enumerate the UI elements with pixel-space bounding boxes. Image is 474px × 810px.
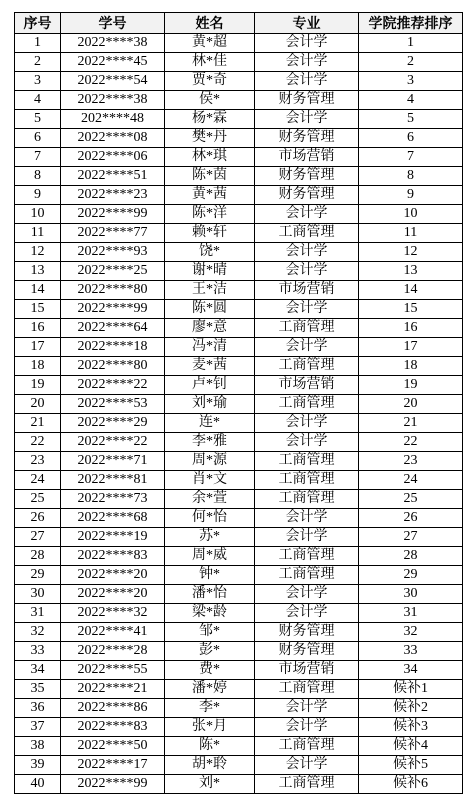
cell-rank[interactable]: 21 [359, 414, 463, 433]
cell-seq[interactable]: 32 [15, 623, 61, 642]
cell-rank[interactable]: 33 [359, 642, 463, 661]
cell-name[interactable]: 林*琪 [165, 148, 255, 167]
table-body [15, 34, 463, 794]
cell-rank[interactable]: 22 [359, 433, 463, 452]
cell-rank[interactable]: 13 [359, 262, 463, 281]
cell-major[interactable]: 会计学 [255, 53, 359, 72]
cell-major[interactable]: 工商管理 [255, 566, 359, 585]
cell-name[interactable]: 钟* [165, 566, 255, 585]
cell-student-id[interactable]: 2022****38 [61, 34, 165, 53]
cell-name[interactable]: 杨*霖 [165, 110, 255, 129]
cell-student-id[interactable]: 2022****80 [61, 281, 165, 300]
cell-major[interactable]: 工商管理 [255, 775, 359, 794]
cell-rank[interactable]: 17 [359, 338, 463, 357]
cell-seq[interactable]: 22 [15, 433, 61, 452]
cell-seq[interactable]: 4 [15, 91, 61, 110]
cell-seq[interactable]: 7 [15, 148, 61, 167]
table-row [15, 224, 463, 243]
cell-major[interactable]: 财务管理 [255, 129, 359, 148]
cell-seq[interactable]: 18 [15, 357, 61, 376]
cell-name[interactable]: 余*萱 [165, 490, 255, 509]
table-row [15, 34, 463, 53]
cell-major[interactable]: 市场营销 [255, 281, 359, 300]
cell-rank[interactable]: 25 [359, 490, 463, 509]
table-row [15, 699, 463, 718]
cell-seq[interactable]: 26 [15, 509, 61, 528]
cell-rank[interactable]: 1 [359, 34, 463, 53]
cell-name[interactable]: 樊*丹 [165, 129, 255, 148]
cell-rank[interactable]: 12 [359, 243, 463, 262]
cell-seq[interactable]: 5 [15, 110, 61, 129]
cell-seq[interactable]: 17 [15, 338, 61, 357]
table-row [15, 338, 463, 357]
recommendation-table [14, 12, 463, 794]
cell-name[interactable]: 王*洁 [165, 281, 255, 300]
table-row [15, 604, 463, 623]
cell-name[interactable]: 连* [165, 414, 255, 433]
table-row [15, 718, 463, 737]
cell-seq[interactable]: 8 [15, 167, 61, 186]
table-row [15, 376, 463, 395]
cell-name[interactable]: 冯*清 [165, 338, 255, 357]
cell-seq[interactable]: 35 [15, 680, 61, 699]
cell-major[interactable]: 工商管理 [255, 490, 359, 509]
cell-student-id[interactable]: 2022****22 [61, 433, 165, 452]
cell-major[interactable]: 会计学 [255, 528, 359, 547]
table-row [15, 148, 463, 167]
cell-seq[interactable]: 38 [15, 737, 61, 756]
cell-rank[interactable]: 20 [359, 395, 463, 414]
cell-major[interactable]: 工商管理 [255, 547, 359, 566]
cell-name[interactable]: 彭* [165, 642, 255, 661]
cell-seq[interactable]: 30 [15, 585, 61, 604]
cell-student-id[interactable]: 2022****54 [61, 72, 165, 91]
cell-seq[interactable]: 2 [15, 53, 61, 72]
cell-major[interactable]: 财务管理 [255, 91, 359, 110]
cell-seq[interactable]: 33 [15, 642, 61, 661]
cell-seq[interactable]: 16 [15, 319, 61, 338]
cell-name[interactable]: 潘*怡 [165, 585, 255, 604]
cell-student-id[interactable]: 2022****23 [61, 186, 165, 205]
cell-name[interactable]: 卢*钊 [165, 376, 255, 395]
table-row [15, 433, 463, 452]
cell-name[interactable]: 苏* [165, 528, 255, 547]
cell-major[interactable]: 市场营销 [255, 661, 359, 680]
cell-major[interactable]: 会计学 [255, 604, 359, 623]
cell-student-id[interactable]: 2022****20 [61, 566, 165, 585]
cell-rank[interactable]: 11 [359, 224, 463, 243]
cell-major[interactable]: 工商管理 [255, 737, 359, 756]
table-row [15, 680, 463, 699]
cell-major[interactable]: 工商管理 [255, 224, 359, 243]
cell-rank[interactable]: 候补6 [359, 775, 463, 794]
table-row [15, 528, 463, 547]
cell-seq[interactable]: 14 [15, 281, 61, 300]
cell-name[interactable]: 刘*瑜 [165, 395, 255, 414]
table-row [15, 300, 463, 319]
cell-name[interactable]: 陈*洋 [165, 205, 255, 224]
cell-rank[interactable]: 4 [359, 91, 463, 110]
cell-name[interactable]: 潘*婷 [165, 680, 255, 699]
cell-rank[interactable]: 候补1 [359, 680, 463, 699]
cell-major[interactable]: 财务管理 [255, 167, 359, 186]
cell-student-id[interactable]: 2022****29 [61, 414, 165, 433]
cell-rank[interactable]: 31 [359, 604, 463, 623]
table-row [15, 243, 463, 262]
cell-seq[interactable]: 1 [15, 34, 61, 53]
cell-student-id[interactable]: 2022****77 [61, 224, 165, 243]
cell-major[interactable]: 工商管理 [255, 680, 359, 699]
cell-student-id[interactable]: 2022****51 [61, 167, 165, 186]
cell-seq[interactable]: 40 [15, 775, 61, 794]
cell-seq[interactable]: 21 [15, 414, 61, 433]
table-row [15, 585, 463, 604]
cell-rank[interactable]: 候补4 [359, 737, 463, 756]
table-row [15, 205, 463, 224]
cell-rank[interactable]: 28 [359, 547, 463, 566]
cell-rank[interactable]: 3 [359, 72, 463, 91]
spreadsheet [14, 12, 463, 794]
table-row [15, 661, 463, 680]
cell-seq[interactable]: 13 [15, 262, 61, 281]
cell-student-id[interactable]: 2022****99 [61, 775, 165, 794]
cell-major[interactable]: 会计学 [255, 72, 359, 91]
cell-student-id[interactable]: 2022****25 [61, 262, 165, 281]
cell-major[interactable]: 会计学 [255, 243, 359, 262]
cell-seq[interactable]: 39 [15, 756, 61, 775]
cell-student-id[interactable]: 2022****53 [61, 395, 165, 414]
cell-seq[interactable]: 37 [15, 718, 61, 737]
cell-major[interactable]: 市场营销 [255, 148, 359, 167]
cell-student-id[interactable]: 2022****20 [61, 585, 165, 604]
cell-rank[interactable]: 26 [359, 509, 463, 528]
table-row [15, 509, 463, 528]
cell-major[interactable]: 工商管理 [255, 471, 359, 490]
cell-name[interactable]: 费* [165, 661, 255, 680]
cell-student-id[interactable]: 2022****55 [61, 661, 165, 680]
cell-name[interactable]: 廖*意 [165, 319, 255, 338]
cell-rank[interactable]: 2 [359, 53, 463, 72]
table-row [15, 262, 463, 281]
cell-student-id[interactable]: 2022****21 [61, 680, 165, 699]
cell-student-id[interactable]: 2022****86 [61, 699, 165, 718]
cell-name[interactable]: 周*源 [165, 452, 255, 471]
cell-rank[interactable]: 6 [359, 129, 463, 148]
cell-name[interactable]: 黄*茜 [165, 186, 255, 205]
cell-student-id[interactable]: 202****48 [61, 110, 165, 129]
cell-major[interactable]: 会计学 [255, 110, 359, 129]
cell-seq[interactable]: 9 [15, 186, 61, 205]
table-row [15, 91, 463, 110]
cell-name[interactable]: 周*威 [165, 547, 255, 566]
header-rank[interactable]: 学院推荐排序 [359, 13, 463, 34]
cell-rank[interactable]: 30 [359, 585, 463, 604]
cell-seq[interactable]: 11 [15, 224, 61, 243]
cell-rank[interactable]: 14 [359, 281, 463, 300]
cell-student-id[interactable]: 2022****22 [61, 376, 165, 395]
table-row [15, 167, 463, 186]
cell-seq[interactable]: 19 [15, 376, 61, 395]
cell-name[interactable]: 何*怡 [165, 509, 255, 528]
cell-seq[interactable]: 27 [15, 528, 61, 547]
table-row [15, 319, 463, 338]
table-row [15, 471, 463, 490]
cell-name[interactable]: 肖*文 [165, 471, 255, 490]
cell-rank[interactable]: 27 [359, 528, 463, 547]
cell-rank[interactable]: 32 [359, 623, 463, 642]
cell-major[interactable]: 工商管理 [255, 319, 359, 338]
table-row [15, 642, 463, 661]
table-row [15, 129, 463, 148]
cell-student-id[interactable]: 2022****50 [61, 737, 165, 756]
table-row [15, 72, 463, 91]
cell-name[interactable]: 谢*晴 [165, 262, 255, 281]
cell-major[interactable]: 会计学 [255, 262, 359, 281]
table-row [15, 452, 463, 471]
cell-rank[interactable]: 23 [359, 452, 463, 471]
cell-student-id[interactable]: 2022****83 [61, 718, 165, 737]
table-row [15, 566, 463, 585]
cell-name[interactable]: 黄*超 [165, 34, 255, 53]
cell-student-id[interactable]: 2022****83 [61, 547, 165, 566]
table-row [15, 186, 463, 205]
cell-rank[interactable]: 16 [359, 319, 463, 338]
cell-major[interactable]: 工商管理 [255, 395, 359, 414]
cell-seq[interactable]: 23 [15, 452, 61, 471]
cell-rank[interactable]: 7 [359, 148, 463, 167]
table-row [15, 623, 463, 642]
cell-seq[interactable]: 29 [15, 566, 61, 585]
cell-major[interactable]: 会计学 [255, 34, 359, 53]
cell-seq[interactable]: 6 [15, 129, 61, 148]
cell-major[interactable]: 会计学 [255, 756, 359, 775]
cell-name[interactable]: 胡*聆 [165, 756, 255, 775]
cell-seq[interactable]: 12 [15, 243, 61, 262]
cell-major[interactable]: 会计学 [255, 414, 359, 433]
cell-seq[interactable]: 36 [15, 699, 61, 718]
table-row [15, 490, 463, 509]
cell-student-id[interactable]: 2022****64 [61, 319, 165, 338]
table-row [15, 775, 463, 794]
cell-rank[interactable]: 候补2 [359, 699, 463, 718]
cell-major[interactable]: 工商管理 [255, 357, 359, 376]
cell-rank[interactable]: 10 [359, 205, 463, 224]
cell-name[interactable]: 李* [165, 699, 255, 718]
cell-name[interactable]: 刘* [165, 775, 255, 794]
cell-major[interactable]: 会计学 [255, 205, 359, 224]
table-row [15, 756, 463, 775]
header-name[interactable]: 姓名 [165, 13, 255, 34]
cell-major[interactable]: 会计学 [255, 509, 359, 528]
cell-name[interactable]: 侯* [165, 91, 255, 110]
cell-student-id[interactable]: 2022****81 [61, 471, 165, 490]
cell-name[interactable]: 陈*茵 [165, 167, 255, 186]
cell-student-id[interactable]: 2022****45 [61, 53, 165, 72]
cell-name[interactable]: 贾*奇 [165, 72, 255, 91]
cell-student-id[interactable]: 2022****73 [61, 490, 165, 509]
cell-seq[interactable]: 10 [15, 205, 61, 224]
cell-rank[interactable]: 5 [359, 110, 463, 129]
header-major[interactable]: 专业 [255, 13, 359, 34]
cell-name[interactable]: 陈*圆 [165, 300, 255, 319]
cell-seq[interactable]: 31 [15, 604, 61, 623]
cell-seq[interactable]: 24 [15, 471, 61, 490]
cell-seq[interactable]: 25 [15, 490, 61, 509]
cell-student-id[interactable]: 2022****93 [61, 243, 165, 262]
cell-seq[interactable]: 3 [15, 72, 61, 91]
table-row [15, 414, 463, 433]
cell-rank[interactable]: 候补5 [359, 756, 463, 775]
cell-name[interactable]: 麦*茜 [165, 357, 255, 376]
cell-major[interactable]: 财务管理 [255, 623, 359, 642]
cell-major[interactable]: 会计学 [255, 300, 359, 319]
cell-student-id[interactable]: 2022****99 [61, 300, 165, 319]
table-row [15, 395, 463, 414]
cell-major[interactable]: 会计学 [255, 718, 359, 737]
cell-rank[interactable]: 34 [359, 661, 463, 680]
cell-student-id[interactable]: 2022****68 [61, 509, 165, 528]
table-row [15, 737, 463, 756]
cell-student-id[interactable]: 2022****06 [61, 148, 165, 167]
cell-student-id[interactable]: 2022****71 [61, 452, 165, 471]
cell-rank[interactable]: 29 [359, 566, 463, 585]
header-student-id[interactable]: 学号 [61, 13, 165, 34]
cell-name[interactable]: 陈* [165, 737, 255, 756]
cell-rank[interactable]: 8 [359, 167, 463, 186]
cell-rank[interactable]: 24 [359, 471, 463, 490]
cell-rank[interactable]: 候补3 [359, 718, 463, 737]
table-row [15, 357, 463, 376]
header-seq[interactable]: 序号 [15, 13, 61, 34]
table-row [15, 110, 463, 129]
cell-major[interactable]: 会计学 [255, 699, 359, 718]
cell-seq[interactable]: 34 [15, 661, 61, 680]
cell-student-id[interactable]: 2022****08 [61, 129, 165, 148]
cell-seq[interactable]: 28 [15, 547, 61, 566]
cell-rank[interactable]: 18 [359, 357, 463, 376]
header-row [15, 13, 463, 34]
cell-major[interactable]: 财务管理 [255, 186, 359, 205]
cell-major[interactable]: 工商管理 [255, 452, 359, 471]
cell-major[interactable]: 会计学 [255, 585, 359, 604]
cell-student-id[interactable]: 2022****19 [61, 528, 165, 547]
cell-seq[interactable]: 15 [15, 300, 61, 319]
cell-name[interactable]: 饶* [165, 243, 255, 262]
cell-name[interactable]: 张*月 [165, 718, 255, 737]
cell-rank[interactable]: 9 [359, 186, 463, 205]
cell-name[interactable]: 邹* [165, 623, 255, 642]
cell-name[interactable]: 林*佳 [165, 53, 255, 72]
table-row [15, 281, 463, 300]
cell-seq[interactable]: 20 [15, 395, 61, 414]
cell-name[interactable]: 梁*龄 [165, 604, 255, 623]
cell-student-id[interactable]: 2022****99 [61, 205, 165, 224]
cell-major[interactable]: 财务管理 [255, 642, 359, 661]
cell-major[interactable]: 市场营销 [255, 376, 359, 395]
table-row [15, 547, 463, 566]
cell-student-id[interactable]: 2022****18 [61, 338, 165, 357]
table-row [15, 53, 463, 72]
cell-rank[interactable]: 19 [359, 376, 463, 395]
cell-major[interactable]: 会计学 [255, 433, 359, 452]
cell-student-id[interactable]: 2022****41 [61, 623, 165, 642]
cell-student-id[interactable]: 2022****38 [61, 91, 165, 110]
cell-rank[interactable]: 15 [359, 300, 463, 319]
cell-name[interactable]: 李*雅 [165, 433, 255, 452]
cell-student-id[interactable]: 2022****32 [61, 604, 165, 623]
cell-name[interactable]: 赖*轩 [165, 224, 255, 243]
cell-student-id[interactable]: 2022****80 [61, 357, 165, 376]
cell-student-id[interactable]: 2022****28 [61, 642, 165, 661]
cell-student-id[interactable]: 2022****17 [61, 756, 165, 775]
cell-major[interactable]: 会计学 [255, 338, 359, 357]
